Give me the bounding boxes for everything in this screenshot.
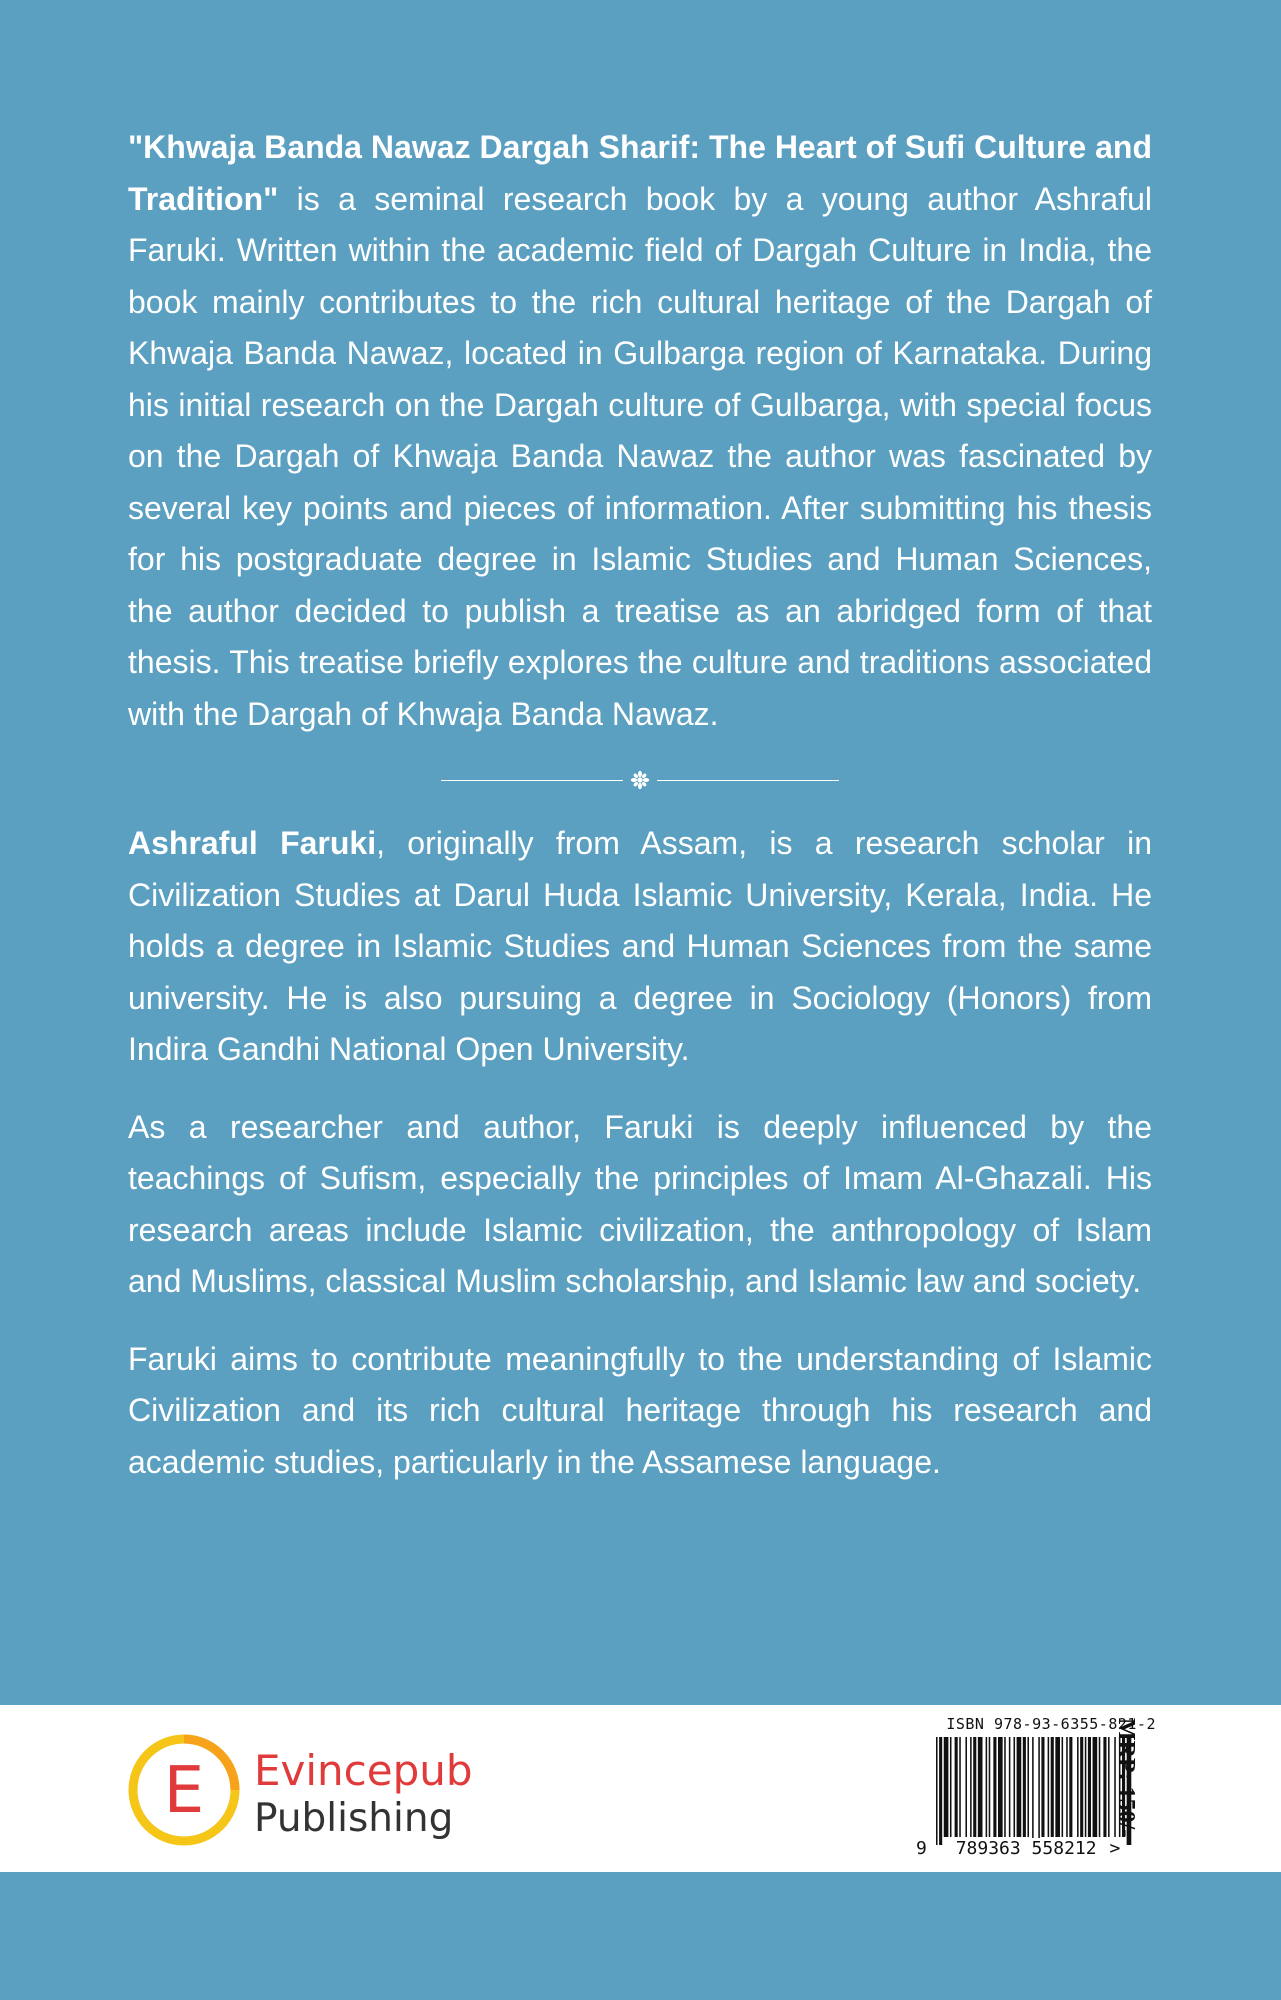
- barcode-arrow: >: [1109, 1838, 1121, 1859]
- barcode-bar: [950, 1737, 952, 1837]
- barcode-bar: [978, 1737, 983, 1837]
- logo-letter: E: [163, 1754, 205, 1828]
- divider-line-right: [657, 780, 839, 781]
- barcode-bar: [1069, 1737, 1072, 1837]
- mrp-price: MRP: 150/-: [1113, 1718, 1139, 1838]
- barcode-bar: [1038, 1737, 1040, 1845]
- barcode-first-digit: 9: [916, 1838, 927, 1859]
- isbn-label: ISBN 978-93-6355-821-2: [946, 1715, 1156, 1733]
- barcode-bar: [1009, 1737, 1011, 1837]
- divider-line-left: [441, 780, 623, 781]
- author-bio-paragraph: [128, 818, 1152, 1076]
- barcode-bar: [1093, 1737, 1098, 1837]
- book-title: "Khwaja Banda Nawaz Dargah Sharif: The Heart of Sufi Culture and Tradition": [128, 129, 1152, 217]
- barcode-bar: [965, 1737, 967, 1837]
- barcode-bar: [986, 1737, 988, 1837]
- barcode-bar: [1062, 1737, 1064, 1837]
- barcode-bar: [1041, 1737, 1044, 1837]
- barcode-bar: [1077, 1737, 1079, 1837]
- barcode-bar: [998, 1737, 1003, 1837]
- barcode-bar: [939, 1737, 942, 1845]
- barcode-bar: [1103, 1737, 1106, 1837]
- publisher-band: [0, 1705, 1281, 1872]
- barcode-bar: [1055, 1737, 1060, 1837]
- author-aims-paragraph: Faruki aims to contribute meaningfully to the understanding of Islamic Civilization and its rich cultural heritage through his research and academic studies, particularly in the Assamese language.: [128, 1340, 1152, 1480]
- ornamental-divider: [128, 754, 1152, 806]
- barcode-bar: [989, 1737, 991, 1837]
- barcode-bar: [1017, 1737, 1022, 1837]
- publisher-name-line1: Evincepub: [254, 1746, 473, 1795]
- barcode-bar: [1088, 1737, 1091, 1837]
- barcode-bar: [970, 1737, 972, 1837]
- barcode-bar: [993, 1737, 996, 1837]
- author-intro: , originally from Assam, is a research scholar in Civilization Studies at Darul Huda Islamic University, Kerala, India. He holds a degree in Islamic Studies and Human Sciences from the same university. He is also pursuing a degree in Sociology (Honors) from Indira Gandhi National Open University.: [128, 825, 1153, 1067]
- synopsis-text: is a seminal research book by a young author Ashraful Faruki. Written within the academic field of Dargah Culture in India, the book mainly contributes to the rich cultural heritage of the Dargah of Khwaja Banda Nawaz, located in Gulbarga region of Karnataka. During his initial research on the Dargah culture of Gulbarga, with special focus on the Dargah of Khwaja Banda Nawaz the author was fascinated by several key points and pieces of information. After submitting his thesis for his postgraduate degree in Islamic Studies and Human Sciences, the author decided to publish a treatise as an abridged form of that thesis. This treatise briefly explores the culture and traditions associated with the Dargah of Khwaja Banda Nawaz.: [128, 180, 1152, 732]
- author-influence-paragraph: As a researcher and author, Faruki is deeply influenced by the teachings of Sufism, especially the principles of Imam Al-Ghazali. His research areas include Islamic civilization, the anthropology of Islam and Muslims, classical Muslim scholarship, and Islamic law and society.: [128, 1108, 1152, 1299]
- author-name: Ashraful Faruki: [128, 825, 377, 861]
- barcode-bar: [1085, 1737, 1087, 1837]
- publisher-logo: [126, 1732, 473, 1848]
- barcode-bar: [973, 1737, 976, 1837]
- barcode-digits: 789363 558212 >: [955, 1838, 1121, 1859]
- barcode-bar: [1032, 1737, 1034, 1845]
- barcode-bar: [1080, 1737, 1083, 1837]
- barcode-bar: [1051, 1737, 1054, 1837]
- barcode-bar: [944, 1737, 949, 1837]
- barcode-bar: [959, 1737, 961, 1837]
- barcode-bar: [1099, 1737, 1101, 1837]
- barcode-bar: [1014, 1737, 1016, 1837]
- barcode-bar: [1004, 1737, 1006, 1837]
- barcode-bar: [1066, 1737, 1068, 1837]
- back-cover-text: [128, 122, 1152, 1488]
- barcode-bar: [1108, 1737, 1110, 1837]
- synopsis-paragraph: [128, 122, 1152, 740]
- evincepub-logo-icon: [126, 1732, 242, 1848]
- barcode-bar: [936, 1737, 938, 1845]
- barcode-bar: [1027, 1737, 1029, 1837]
- barcode-bars: [936, 1737, 1136, 1845]
- barcode-bar: [1048, 1737, 1050, 1837]
- flower-ornament-icon: [626, 769, 654, 791]
- barcode-bar: [1023, 1737, 1026, 1837]
- publisher-name-line2: Publishing: [254, 1796, 454, 1841]
- barcode-bar: [955, 1737, 958, 1837]
